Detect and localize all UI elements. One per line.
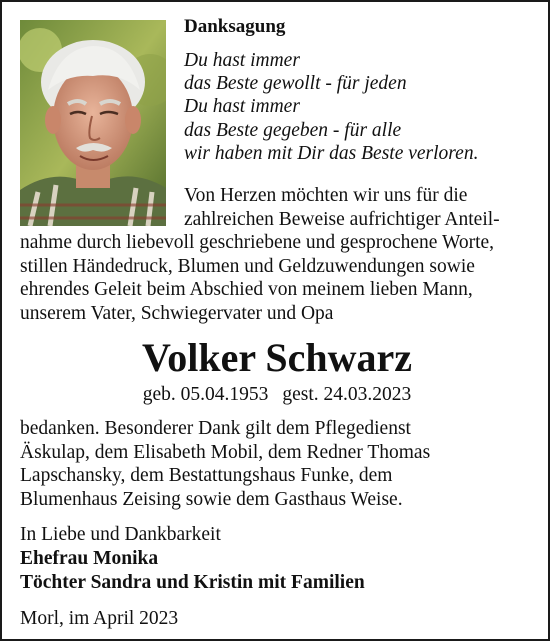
text-line: Blumenhaus Zeising sowie dem Gasthaus Weise. [20, 488, 403, 510]
place-date: Morl, im April 2023 [20, 608, 179, 629]
intro-text-beside-photo [184, 184, 500, 231]
thanks-text [20, 417, 430, 511]
text-line: unserem Vater, Schwiegervater und Opa [20, 302, 334, 324]
death-date: gest. 24.03.2023 [282, 384, 412, 405]
text-line: Von Herzen möchten wir uns für die [184, 185, 468, 206]
intro-text-full-width [20, 231, 494, 325]
signatory-spouse: Ehefrau Monika [20, 548, 159, 569]
life-dates [2, 383, 550, 407]
poem-line: Du hast immer [184, 96, 300, 118]
signatory-children: Töchter Sandra und Kristin mit Familien [20, 572, 365, 593]
birth-date: geb. 05.04.1953 [142, 384, 269, 405]
poem [184, 49, 478, 165]
poem-line: wir haben mit Dir das Beste verloren. [184, 142, 479, 164]
text-line: ehrendes Geleit beim Abschied von meinem lieben Mann, [20, 279, 473, 301]
portrait-photo [20, 20, 166, 226]
deceased-name: Volker Schwarz [142, 335, 412, 380]
text-line: zahlreichen Beweise aufrichtiger Anteil- [184, 208, 500, 230]
poem-line: das Beste gegeben - für alle [184, 119, 402, 141]
poem-line: Du hast immer [184, 50, 300, 71]
text-line: Lapschansky, dem Bestattungshaus Funke, dem [20, 465, 393, 487]
text-line: stillen Händedruck, Blumen und Geldzuwendungen sowie [20, 255, 475, 277]
heading-danksagung: Danksagung [184, 16, 286, 37]
text-line: bedanken. Besonderer Dank gilt dem Pflegedienst [20, 418, 411, 439]
text-line: Äskulap, dem Elisabeth Mobil, dem Redner Thomas [20, 441, 431, 463]
closing-block [20, 523, 365, 595]
text-line: nahme durch liebevoll geschriebene und gesprochene Worte, [20, 232, 495, 253]
closing-phrase: In Liebe und Dankbarkeit [20, 524, 221, 545]
poem-line: das Beste gewollt - für jeden [184, 73, 407, 95]
